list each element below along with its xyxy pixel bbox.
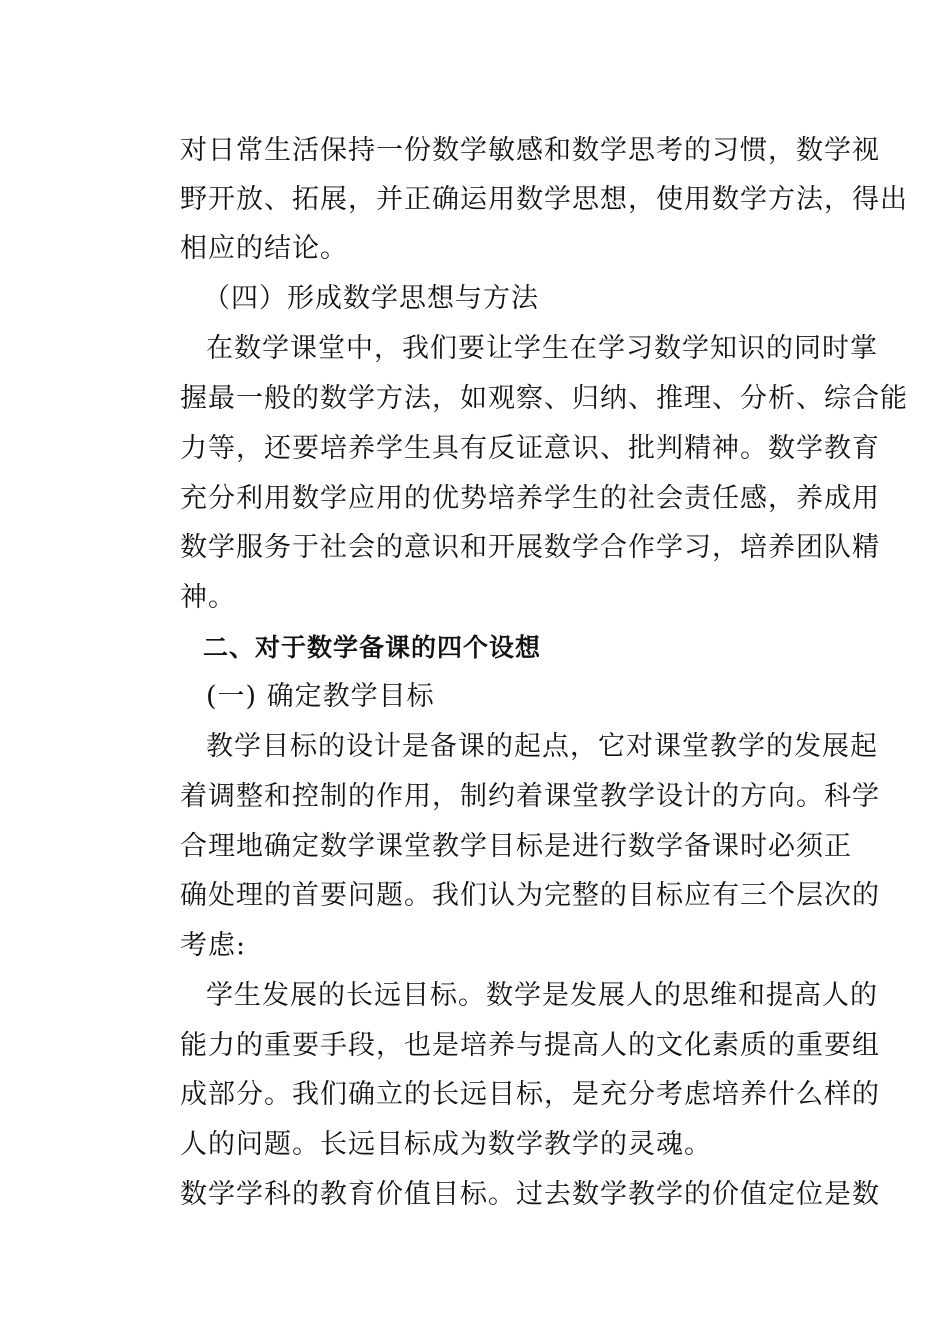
paragraph-line: 人的问题。长远目标成为数学教学的灵魂。 bbox=[180, 1129, 712, 1160]
paragraph-line: 野开放、拓展，并正确运用数学思想，使用数学方法，得出 bbox=[180, 184, 908, 215]
paragraph-line: 考虑: bbox=[180, 930, 247, 961]
paragraph-line: 数学学科的教育价值目标。过去数学教学的价值定位是数 bbox=[180, 1179, 880, 1210]
paragraph-line: 神。 bbox=[180, 582, 236, 613]
paragraph-line: 成部分。我们确立的长远目标，是充分考虑培养什么样的 bbox=[180, 1079, 880, 1110]
paragraph-line: 对日常生活保持一份数学敏感和数学思考的习惯，数学视 bbox=[180, 135, 880, 166]
paragraph-line: 握最一般的数学方法，如观察、归纳、推理、分析、综合能 bbox=[180, 383, 908, 414]
paragraph-line: 能力的重要手段，也是培养与提高人的文化素质的重要组 bbox=[180, 1030, 880, 1061]
paragraph-line: 数学服务于社会的意识和开展数学合作学习，培养团队精 bbox=[180, 532, 880, 563]
paragraph-line: 相应的结论。 bbox=[180, 233, 348, 264]
paragraph-line: 在数学课堂中，我们要让学生在学习数学知识的同时掌 bbox=[206, 333, 878, 364]
paragraph-line: 教学目标的设计是备课的起点，它对课堂教学的发展起 bbox=[206, 731, 878, 762]
section-subheading: （四）形成数学思想与方法 bbox=[203, 283, 539, 314]
paragraph-line: 着调整和控制的作用，制约着课堂教学设计的方向。科学 bbox=[180, 781, 880, 812]
paragraph-line: 充分利用数学应用的优势培养学生的社会责任感，养成用 bbox=[180, 483, 880, 514]
paragraph-line: 力等，还要培养学生具有反证意识、批判精神。数学教育 bbox=[180, 433, 880, 464]
section-subheading: (一) 确定教学目标 bbox=[206, 681, 435, 712]
paragraph-line: 合理地确定数学课堂教学目标是进行数学备课时必须正 bbox=[180, 831, 852, 862]
paragraph-line: 确处理的首要问题。我们认为完整的目标应有三个层次的 bbox=[180, 880, 880, 911]
section-heading: 二、对于数学备课的四个设想 bbox=[203, 633, 542, 662]
paragraph-line: 学生发展的长远目标。数学是发展人的思维和提高人的 bbox=[206, 980, 878, 1011]
